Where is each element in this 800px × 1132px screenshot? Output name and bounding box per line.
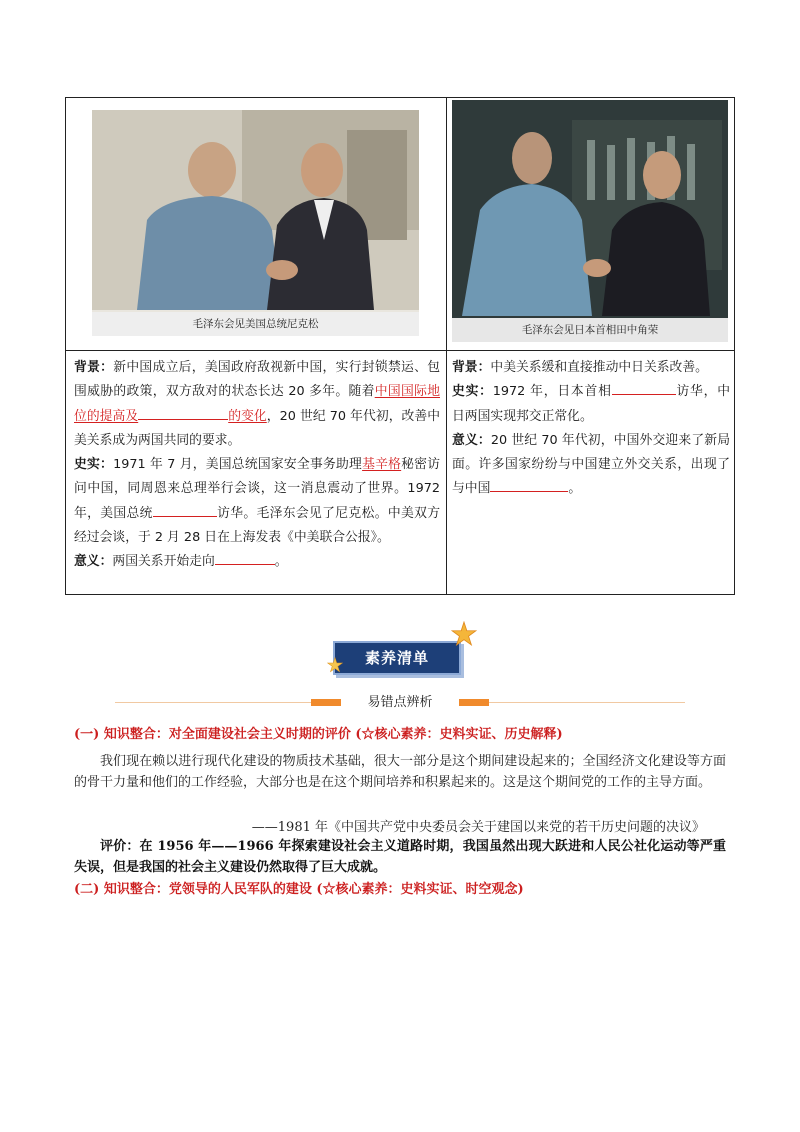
fact-text: 1972 年，日本首相	[492, 384, 612, 400]
fill-blank[interactable]	[138, 405, 228, 420]
background-text: 新中国成立后，美国政府敌视新中国，实行封锁禁运、包围威胁的政策，双方敌对的状态长达 20 多年。随着	[74, 360, 441, 400]
fill-blank[interactable]	[490, 477, 568, 492]
background-label: 背景：	[74, 360, 114, 375]
significance-label: 意义：	[452, 432, 491, 448]
comparison-table	[65, 97, 735, 595]
star-icon	[327, 657, 343, 673]
sino-us-relations-cell	[74, 356, 440, 575]
sub-heading-bar	[115, 693, 685, 713]
fact-text-2: 秘密访问中国，同周恩来总理举行会谈，这一消息震动了世界。1972 年，美国总统	[74, 457, 441, 521]
orange-accent	[459, 699, 489, 706]
fact-text-3: 访华。毛泽东会见了尼克松。中美双方经过会谈，于 2 月 28 日在上海发表《中美联合公报》。	[74, 505, 441, 546]
significance-text: 两国关系开始走向	[112, 554, 215, 570]
significance-label: 意义：	[74, 554, 113, 570]
fact-text: 1971 年 7 月，美国总统国家安全事务助理	[113, 457, 363, 473]
right-photo-caption: 毛泽东会见日本首相田中角荣	[452, 318, 728, 342]
fact-label: 史实：	[452, 384, 493, 400]
tanaka-meeting-photo	[452, 100, 728, 342]
historical-quote: 我们现在赖以进行现代化建设的物质技术基础，很大一部分是这个期间建设起来的；全国经济文化建设等方面的骨干力量和他们的工作经验，大部分也是在这个期间培养和积累起来的。这是这个期间党的工作的主导方面。	[74, 754, 726, 790]
left-photo-caption: 毛泽东会见美国总统尼克松	[92, 312, 419, 336]
nixon-meeting-photo	[92, 110, 419, 336]
row-divider	[66, 350, 734, 351]
significance-end: 。	[274, 554, 288, 570]
background-label: 背景：	[452, 360, 491, 375]
fill-blank[interactable]	[612, 380, 676, 395]
banner-title: 素养清单	[364, 649, 429, 667]
fill-blank[interactable]	[215, 550, 275, 565]
background-text: 中美关系缓和直接推动中日关系改善。	[490, 360, 708, 375]
evaluation-text: 评价：在 1956 年——1966 年探索建设社会主义道路时期，我国虽然出现大跃进和人民公社化运动等严重失误，但是我国的社会主义建设仍然取得了巨大成就。	[74, 839, 726, 875]
sub-heading: 易错点辨析	[341, 693, 459, 713]
star-icon	[451, 621, 477, 647]
section-banner	[333, 635, 465, 677]
background-highlight: 中国国际地位的提高及	[74, 384, 440, 424]
orange-accent	[311, 699, 341, 706]
kissinger-highlight: 基辛格	[362, 457, 402, 473]
quote-source: ——1981 年《中国共产党中央委员会关于建国以来党的若干历史问题的决议》	[251, 820, 705, 835]
fact-text-2: 访华，中日两国实现邦交正常化。	[452, 384, 731, 424]
significance-text: 20 世纪 70 年代初，中国外交迎来了新局面。许多国家纷纷与中国建立外交关系，出现了与中国	[452, 432, 730, 497]
fact-label: 史实：	[74, 457, 114, 473]
significance-end: 。	[568, 481, 582, 497]
background-text-2: ，20 世纪 70 年代初，改善中美关系成为两国共同的要求。	[74, 408, 441, 448]
column-divider	[446, 98, 447, 594]
sino-japan-relations-cell	[452, 356, 730, 502]
background-highlight-2: 的变化	[228, 408, 267, 424]
section-2-heading: (二) 知识整合：党领导的人民军队的建设 (☆核心素养：史料实证、时空观念)	[74, 882, 524, 897]
section-1-heading: (一) 知识整合：对全面建设社会主义时期的评价 (☆核心素养：史料实证、历史解释)	[74, 727, 563, 742]
fill-blank[interactable]	[153, 502, 217, 517]
